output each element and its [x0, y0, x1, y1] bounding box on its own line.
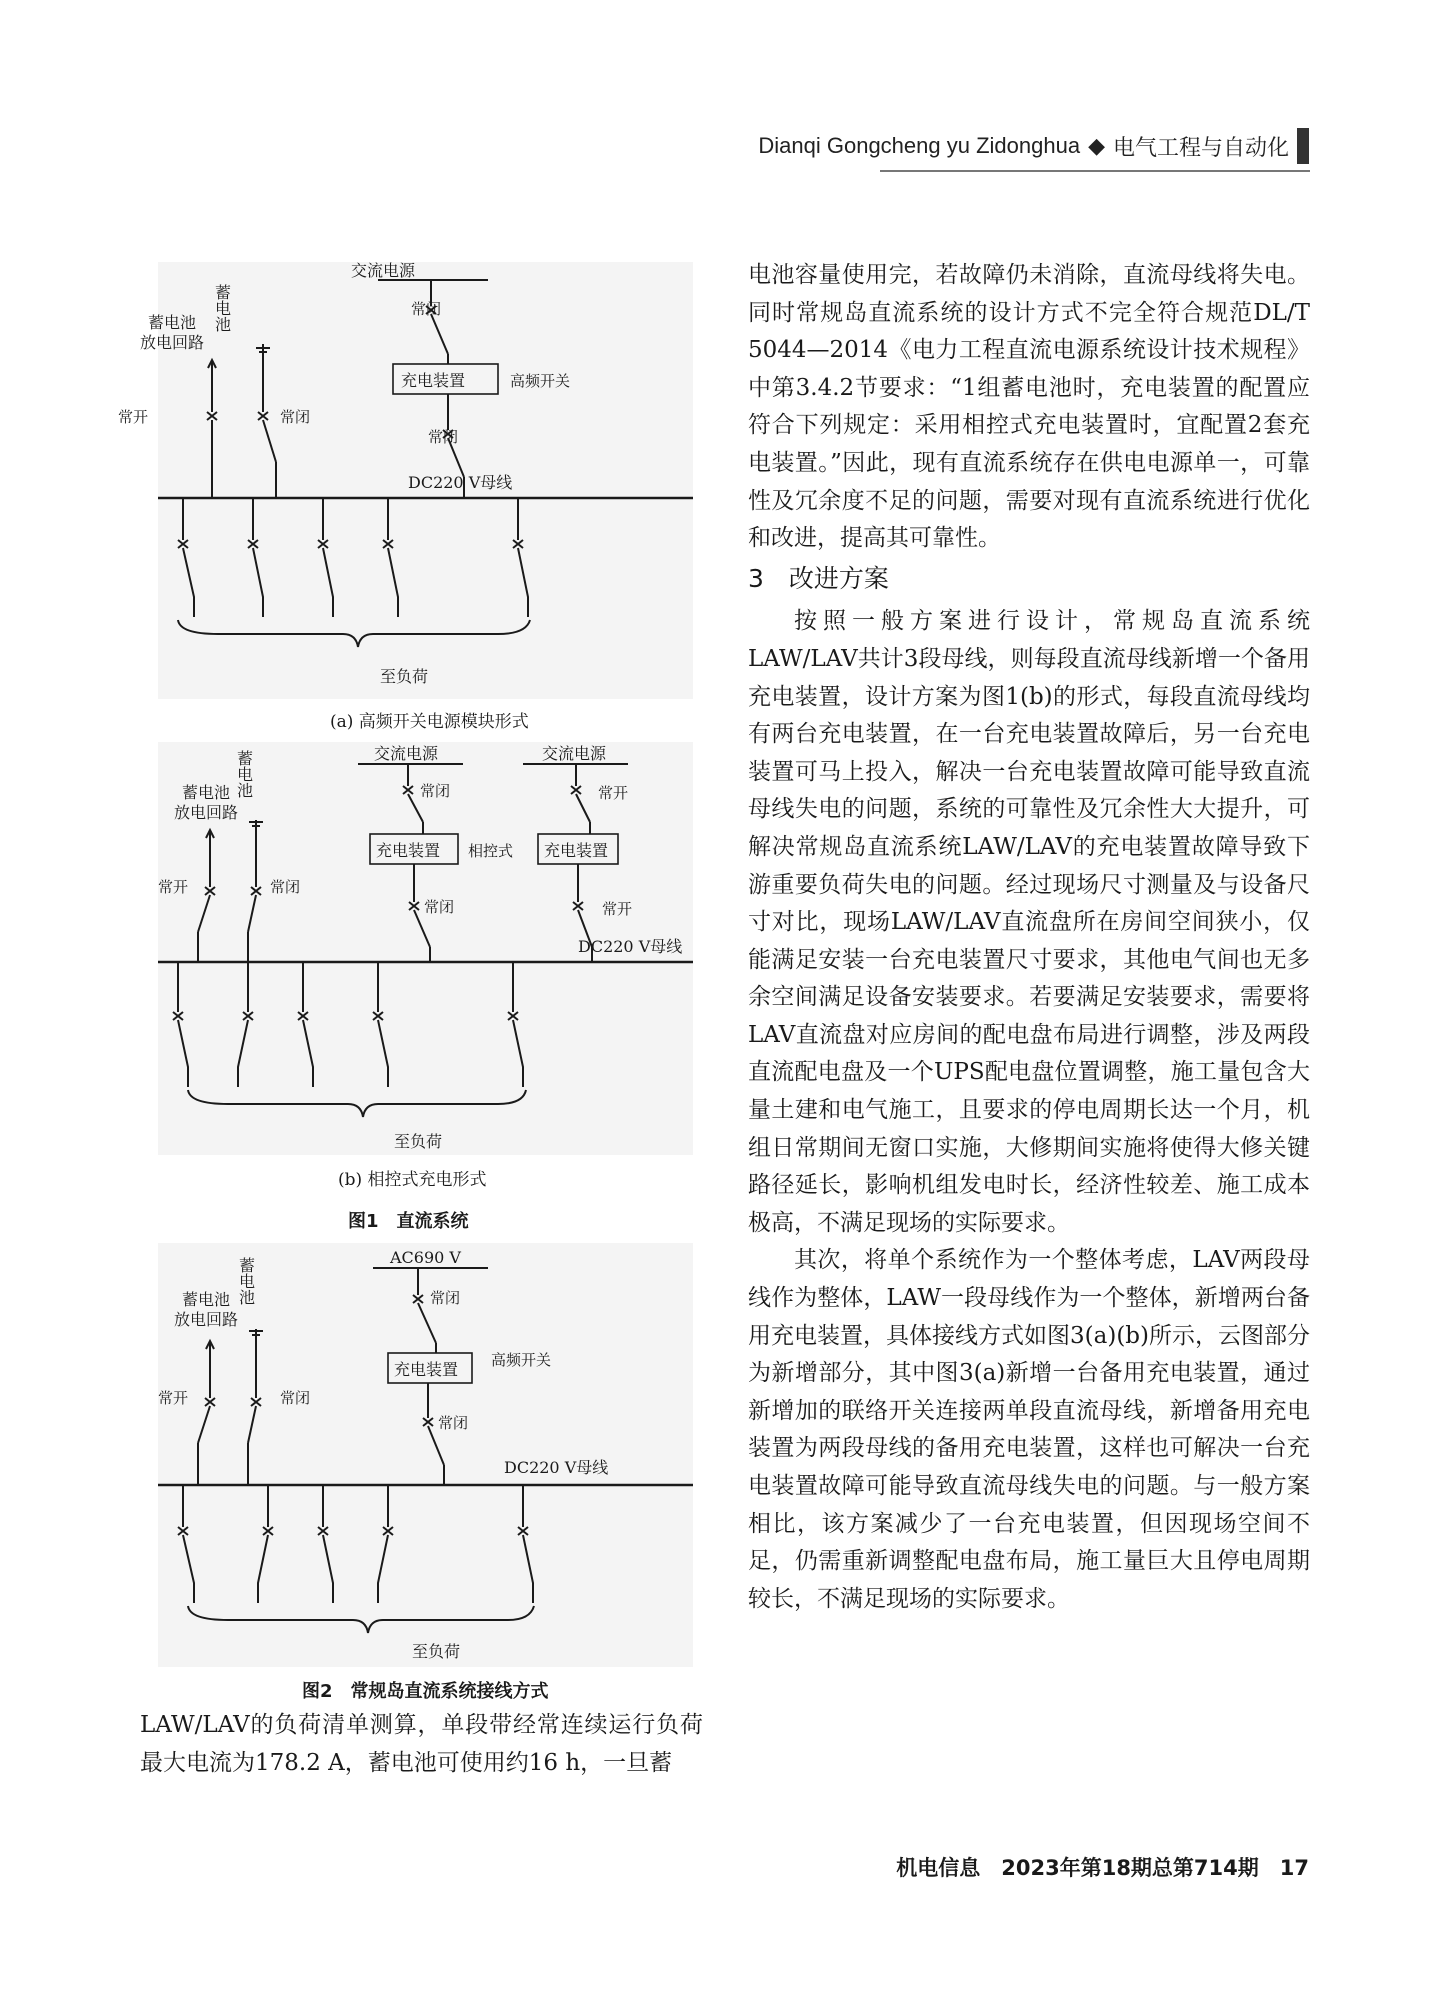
- paragraph-1: 电池容量使用完，若故障仍未消除，直流母线将失电。同时常规岛直流系统的设计方式不完全符合规范DL/T 5044—2014《电力工程直流电源系统设计技术规程》中第3.4.2节要求：“1组蓄电池时，充电装置的配置应符合下列规定：采用相控式充电装置时，宜配置2套充电装置。”因此，现有直流系统存在供电电源单一，可靠性及冗余度不足的问题，需要对现有直流系统进行优化和改进，提高其可靠性。: [748, 262, 1310, 552]
- paragraph-3: 其次，将单个系统作为一个整体考虑，LAV两段母线作为整体，LAW一段母线作为一个整体，新增两台备用充电装置，具体接线方式如图3(a)(b)所示，云图部分为新增部分，其中图3(a)新增一台备用充电装置，通过新增加的联络开关连接两单段直流母线，新增备用充电装置为两段母线的备用充电装置，这样也可解决一台充电装置故障可能导致直流母线失电的问题。与一般方案相比，该方案减少了一台充电装置，但因现场空间不足，仍需重新调整配电盘布局，施工量巨大且停电周期较长，不满足现场的实际要求。: [748, 1247, 1310, 1612]
- figure-2-diagram: [158, 1243, 693, 1667]
- hf-switch-label: 高频开关: [510, 372, 571, 390]
- nc-top-label: 常闭: [411, 300, 442, 318]
- journal-pinyin: Dianqi Gongcheng yu Zidonghua: [758, 133, 1081, 158]
- header-rule: [880, 170, 1310, 172]
- to-load-label: 至负荷: [380, 667, 429, 686]
- discharge-label-2: 放电回路: [174, 1310, 239, 1329]
- load-branches: [178, 498, 528, 617]
- charger-label: 充电装置: [394, 1360, 459, 1379]
- battery-label: 蓄电池: [234, 750, 254, 798]
- discharge-label-1: 蓄电池: [182, 783, 231, 802]
- normally-open-label: 常开: [158, 878, 189, 896]
- nc-battery-label: 常闭: [280, 408, 311, 426]
- discharge-label-2: 放电回路: [174, 803, 239, 822]
- figure-2: [158, 1243, 693, 1667]
- figure-1b-diagram: [158, 742, 693, 1155]
- nc-bottom-2-label: 常开: [602, 900, 633, 918]
- ac-source-2-label: 交流电源: [542, 744, 607, 763]
- nc-battery-label: 常闭: [280, 1389, 311, 1407]
- discharge-label-1: 蓄电池: [182, 1290, 231, 1309]
- bus-label: DC220 V母线: [408, 473, 513, 492]
- to-load-label: 至负荷: [394, 1132, 443, 1151]
- figure-1b-caption: (b) 相控式充电形式: [338, 1170, 487, 1190]
- nc-top-label: 常闭: [430, 1289, 461, 1307]
- nc-bottom-label: 常闭: [438, 1414, 469, 1432]
- header-bar: [1297, 128, 1309, 164]
- right-column: [748, 257, 1310, 1618]
- journal-name-cn: 电气工程与自动化: [1112, 134, 1289, 160]
- figure-1a: [118, 261, 693, 699]
- to-load-label: 至负荷: [412, 1642, 461, 1661]
- ac-source-1-label: 交流电源: [374, 744, 439, 763]
- figure-1a-caption: (a) 高频开关电源模块形式: [330, 712, 529, 732]
- paragraph-2: 按照一般方案进行设计，常规岛直流系统LAW/LAV共计3段母线，则每段直流母线新增一个备用充电装置，设计方案为图1(b)的形式，每段直流母线均有两台充电装置，在一台充电装置故障后，另一台充电装置可马上投入，解决一台充电装置故障可能导致直流母线失电的问题，系统的可靠性及冗余性大大提升，可解决常规岛直流系统LAW/LAV的充电装置故障导致下游重要负荷失电的问题。经过现场尺寸测量及与设备尺寸对比，现场LAW/LAV直流盘所在房间空间狭小，仅能满足安装一台充电装置尺寸要求，其他电气间也无多余空间满足设备安装要求。若要满足安装要求，需要将LAV直流盘对应房间的配电盘布局进行调整，涉及两段直流配电盘及一个UPS配电盘位置调整，施工量包含大量土建和电气施工，且要求的停电周期长达一个月，机组日常期间无窗口实施，大修期间实施将使得大修关键路径延长，影响机组发电时长，经济性较差、施工成本极高，不满足现场的实际要求。: [748, 608, 1310, 1236]
- left-column-text: [140, 1707, 703, 1782]
- normally-open-label: 常开: [158, 1389, 189, 1407]
- battery-label: 蓄电池: [212, 284, 232, 332]
- left-paragraph: LAW/LAV的负荷清单测算，单段带经常连续运行负荷最大电流为178.2 A，蓄电池可使用约16 h，一旦蓄: [140, 1712, 703, 1776]
- normally-open-label: 常开: [118, 408, 149, 426]
- running-header: [758, 128, 1309, 164]
- nc-bottom-1-label: 常闭: [424, 898, 455, 916]
- nc-top-2-label: 常开: [598, 784, 629, 802]
- phase-control-label: 相控式: [468, 842, 514, 860]
- page-footer: 机电信息 2023年第18期总第714期 17: [896, 1856, 1309, 1880]
- figure-1b: [158, 742, 693, 1155]
- ac-source-label: 交流电源: [351, 261, 416, 280]
- bus-label: DC220 V母线: [504, 1458, 609, 1477]
- figure-1a-diagram: [118, 261, 693, 699]
- charger-1-label: 充电装置: [376, 841, 441, 860]
- load-branches: [173, 962, 523, 1087]
- charger-2-label: 充电装置: [544, 841, 609, 860]
- battery-label: 蓄电池: [236, 1257, 256, 1305]
- discharge-label-1: 蓄电池: [148, 313, 197, 332]
- load-branches: [178, 1485, 533, 1603]
- charger-label: 充电装置: [401, 371, 466, 390]
- discharge-label-2: 放电回路: [140, 333, 205, 352]
- nc-battery-label: 常闭: [270, 878, 301, 896]
- ac-source-label: AC690 V: [390, 1248, 461, 1267]
- section-heading: 3 改进方案: [748, 563, 889, 593]
- nc-bottom-label: 常闭: [428, 428, 459, 446]
- hf-switch-label: 高频开关: [491, 1351, 552, 1369]
- nc-top-1-label: 常闭: [420, 782, 451, 800]
- header-separator: ◆: [1088, 133, 1105, 158]
- figure-1-title: 图1 直流系统: [348, 1211, 469, 1232]
- figure-2-title: 图2 常规岛直流系统接线方式: [302, 1681, 549, 1702]
- bus-label: DC220 V母线: [578, 937, 683, 956]
